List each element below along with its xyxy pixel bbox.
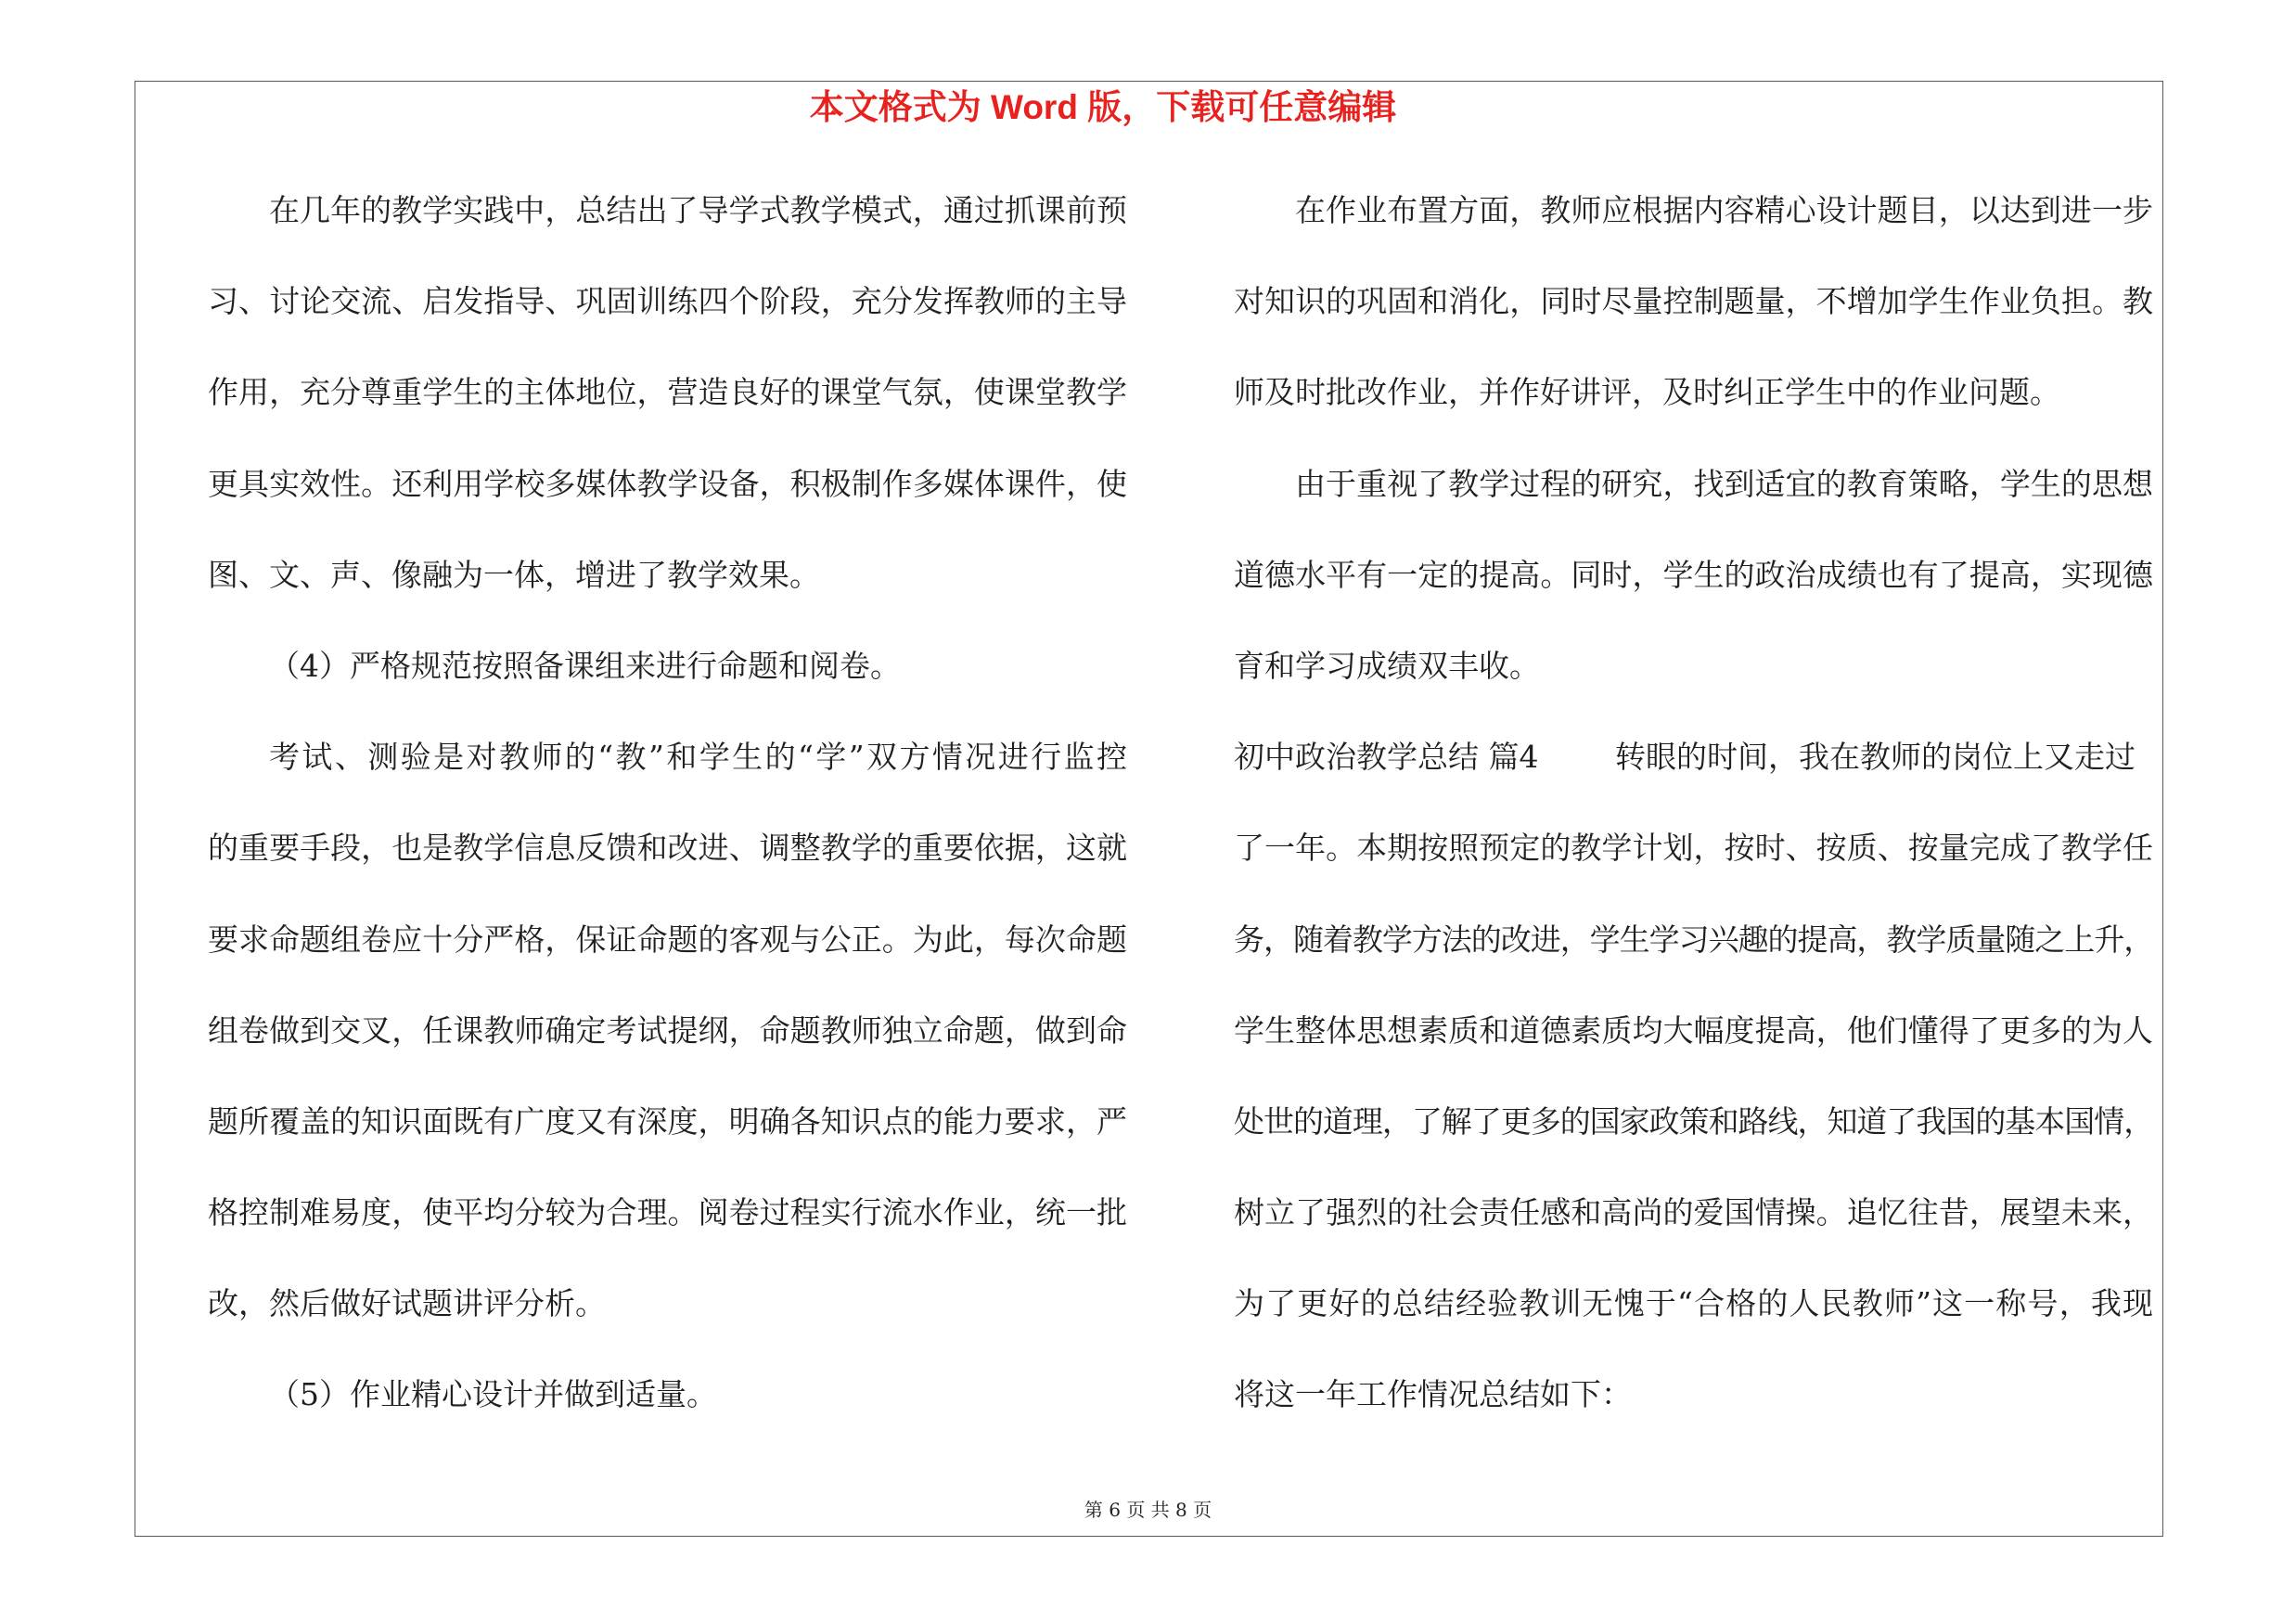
text-line: （5）作业精心设计并做到适量。 xyxy=(269,1376,717,1413)
paragraph xyxy=(1234,165,2153,439)
text-line: 在作业布置方面，教师应根据内容精心设计题目，以达到进一步 xyxy=(1295,192,2153,228)
text-line: 转眼的时间，我在教师的岗位上又走过 xyxy=(1615,739,2136,776)
text-line: 将这一年工作情况总结如下： xyxy=(1234,1376,1632,1413)
text-line: 处世的道理，了解了更多的国家政策和路线，知道了我国的基本国情， xyxy=(1234,1102,2153,1140)
text-line: 为了更好的总结经验教训无愧于“合格的人民教师”这一称号，我现 xyxy=(1234,1285,2153,1322)
format-notice-header: 本文格式为 Word 版，下载可任意编辑 xyxy=(809,88,1397,126)
text-line: 考试、测验是对教师的“教”和学生的“学”双方情况进行监控 xyxy=(269,739,1127,776)
text-line: 育和学习成绩双丰收。 xyxy=(1234,647,1540,684)
text-line: 习、讨论交流、启发指导、巩固训练四个阶段，充分发挥教师的主导 xyxy=(208,283,1127,320)
text-line: 道德水平有一定的提高。同时，学生的政治成绩也有了提高，实现德 xyxy=(1234,556,2153,593)
text-line: 由于重视了教学过程的研究，找到适宜的教育策略，学生的思想 xyxy=(1295,465,2153,502)
paragraph xyxy=(208,712,1127,1349)
paragraph xyxy=(208,621,1127,712)
text-line: 对知识的巩固和消化，同时尽量控制题量，不增加学生作业负担。教 xyxy=(1234,283,2153,320)
text-line: 题所覆盖的知识面既有广度又有深度，明确各知识点的能力要求，严 xyxy=(208,1102,1127,1140)
paragraph xyxy=(1234,712,2153,1441)
text-line: 要求命题组卷应十分严格，保证命题的客观与公正。为此，每次命题 xyxy=(208,921,1127,958)
paragraph xyxy=(208,165,1127,621)
text-line: 图、文、声、像融为一体，增进了教学效果。 xyxy=(208,556,820,593)
text-line: 改，然后做好试题讲评分析。 xyxy=(208,1285,606,1322)
text-line: 学生整体思想素质和道德素质均大幅度提高，他们懂得了更多的为人 xyxy=(1234,1011,2153,1049)
text-line: 在几年的教学实践中，总结出了导学式教学模式，通过抓课前预 xyxy=(269,192,1127,228)
text-line: （4）严格规范按照备课组来进行命题和阅卷。 xyxy=(269,647,901,684)
text-line: 务，随着教学方法的改进，学生学习兴趣的提高，教学质量随之上升， xyxy=(1234,921,2153,958)
text-line: 了一年。本期按照预定的教学计划，按时、按质、按量完成了教学任 xyxy=(1234,830,2153,867)
text-line: 作用，充分尊重学生的主体地位，营造良好的课堂气氛，使课堂教学 xyxy=(208,374,1127,411)
text-line: 格控制难易度，使平均分较为合理。阅卷过程实行流水作业，统一批 xyxy=(208,1194,1127,1231)
heading-line xyxy=(1234,712,2153,803)
text-line: 组卷做到交叉，任课教师确定考试提纲，命题教师独立命题，做到命 xyxy=(208,1011,1127,1049)
page-number-footer: 第 6 页 共 8 页 xyxy=(1084,1499,1212,1521)
paragraph xyxy=(208,1349,1127,1440)
paragraph xyxy=(1234,439,2153,713)
section-heading: 初中政治教学总结 篇4 xyxy=(1234,739,1539,776)
text-line: 师及时批改作业，并作好讲评，及时纠正学生中的作业问题。 xyxy=(1234,374,2060,411)
right-text-column xyxy=(1234,165,2153,1441)
text-line: 树立了强烈的社会责任感和高尚的爱国情操。追忆往昔，展望未来， xyxy=(1234,1194,2153,1231)
text-line: 的重要手段，也是教学信息反馈和改进、调整教学的重要依据，这就 xyxy=(208,830,1127,867)
text-line: 更具实效性。还利用学校多媒体教学设备，积极制作多媒体课件，使 xyxy=(208,465,1127,502)
left-text-column xyxy=(208,165,1127,1441)
